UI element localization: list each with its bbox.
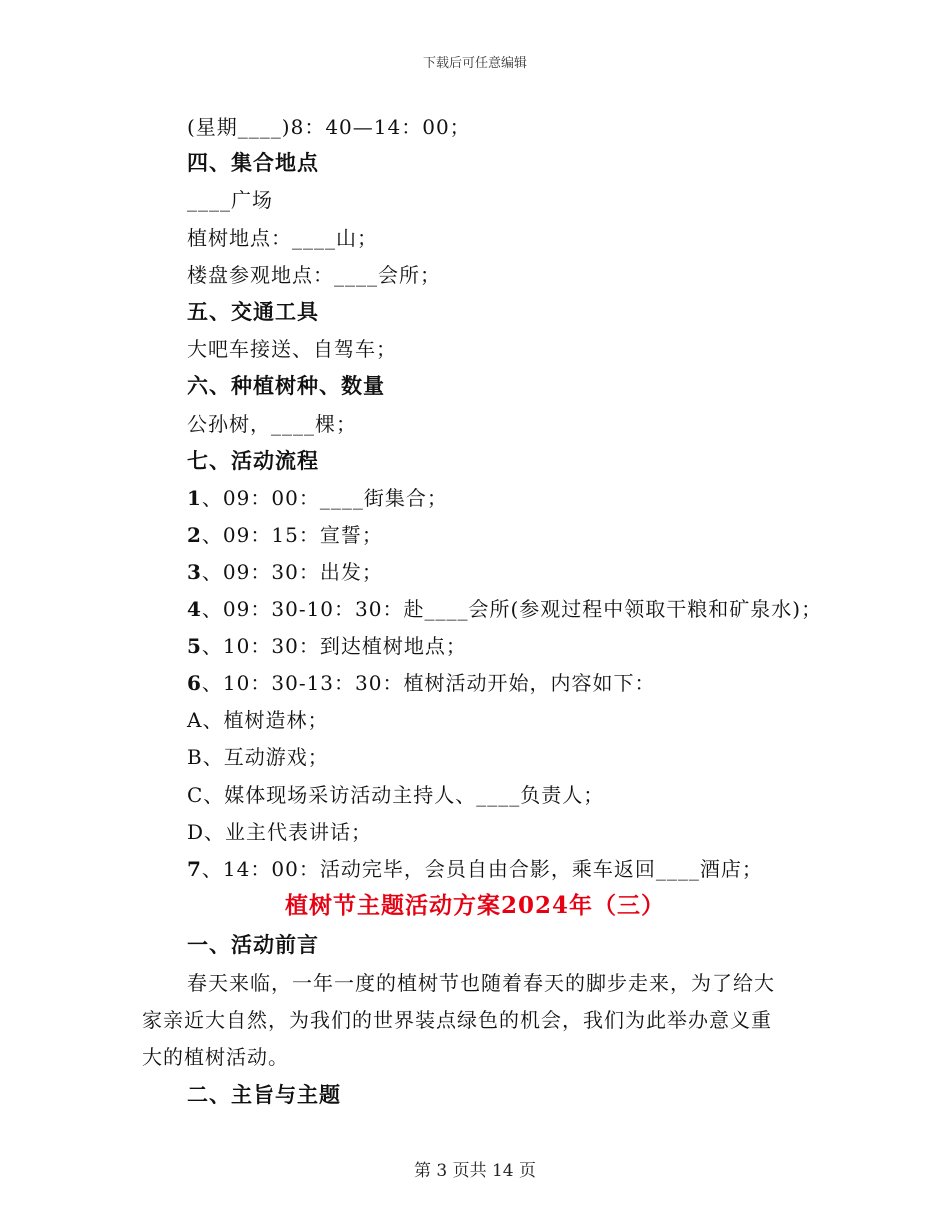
date-line: (星期____)8：40—14：00； — [187, 115, 471, 139]
body-line: 大吧车接送、自驾车； — [187, 337, 397, 361]
step-text: 、14：00：活动完毕，会员自由合影，乘车返回____酒店； — [201, 857, 763, 881]
step-number: 3 — [187, 560, 202, 584]
step-item — [187, 520, 383, 550]
sub-item-b: B、互动游戏； — [187, 745, 329, 769]
step-item — [187, 631, 467, 661]
step-item — [187, 668, 655, 698]
step-number: 4 — [187, 597, 202, 621]
body-line: 楼盘参观地点：____会所； — [187, 263, 441, 287]
section-heading-6: 六、种植树种、数量 — [187, 373, 385, 398]
step-item — [187, 483, 448, 513]
step-item — [187, 557, 383, 587]
step-number: 5 — [187, 634, 202, 658]
step-text: 、09：00：____街集合； — [201, 486, 448, 510]
step-text: 、10：30：到达植树地点； — [201, 634, 467, 658]
step-text: 、10：30-13：30：植树活动开始，内容如下： — [201, 671, 656, 695]
section-title: 植树节主题活动方案2024年（三） — [284, 892, 665, 919]
section-heading-7: 七、活动流程 — [187, 448, 319, 473]
sub-item-d: D、业主代表讲话； — [187, 820, 373, 844]
step-number: 2 — [187, 523, 202, 547]
section-heading-1: 一、活动前言 — [187, 932, 319, 957]
sub-item-a: A、植树造林； — [187, 708, 329, 732]
paragraph-line: 春天来临，一年一度的植树节也随着春天的脚步走来，为了给大 — [187, 971, 775, 995]
section-heading-4: 四、集合地点 — [187, 150, 319, 175]
step-item — [187, 854, 763, 884]
section-heading-2: 二、主旨与主题 — [187, 1082, 341, 1107]
step-number: 6 — [187, 671, 202, 695]
step-text: 、09：30：出发； — [201, 560, 383, 584]
step-text: 、09：15：宣誓； — [201, 523, 383, 547]
step-number: 7 — [187, 857, 202, 881]
body-line: 植树地点：____山； — [187, 226, 378, 250]
page-footer: 第 3 页共 14 页 — [413, 1161, 537, 1181]
section-heading-5: 五、交通工具 — [187, 299, 319, 324]
sub-item-c: C、媒体现场采访活动主持人、____负责人； — [187, 783, 605, 807]
step-text: 、09：30-10：30：赴____会所(参观过程中领取干粮和矿泉水)； — [201, 597, 823, 621]
paragraph-line: 家亲近大自然，为我们的世界装点绿色的机会，我们为此举办意义重 — [142, 1008, 772, 1032]
step-number: 1 — [187, 486, 202, 510]
page-header: 下载后可任意编辑 — [422, 56, 527, 71]
step-item — [187, 594, 822, 624]
paragraph-line: 大的植树活动。 — [142, 1045, 289, 1069]
body-line: 公孙树，____棵； — [187, 412, 357, 436]
body-line: ____广场 — [187, 188, 273, 212]
